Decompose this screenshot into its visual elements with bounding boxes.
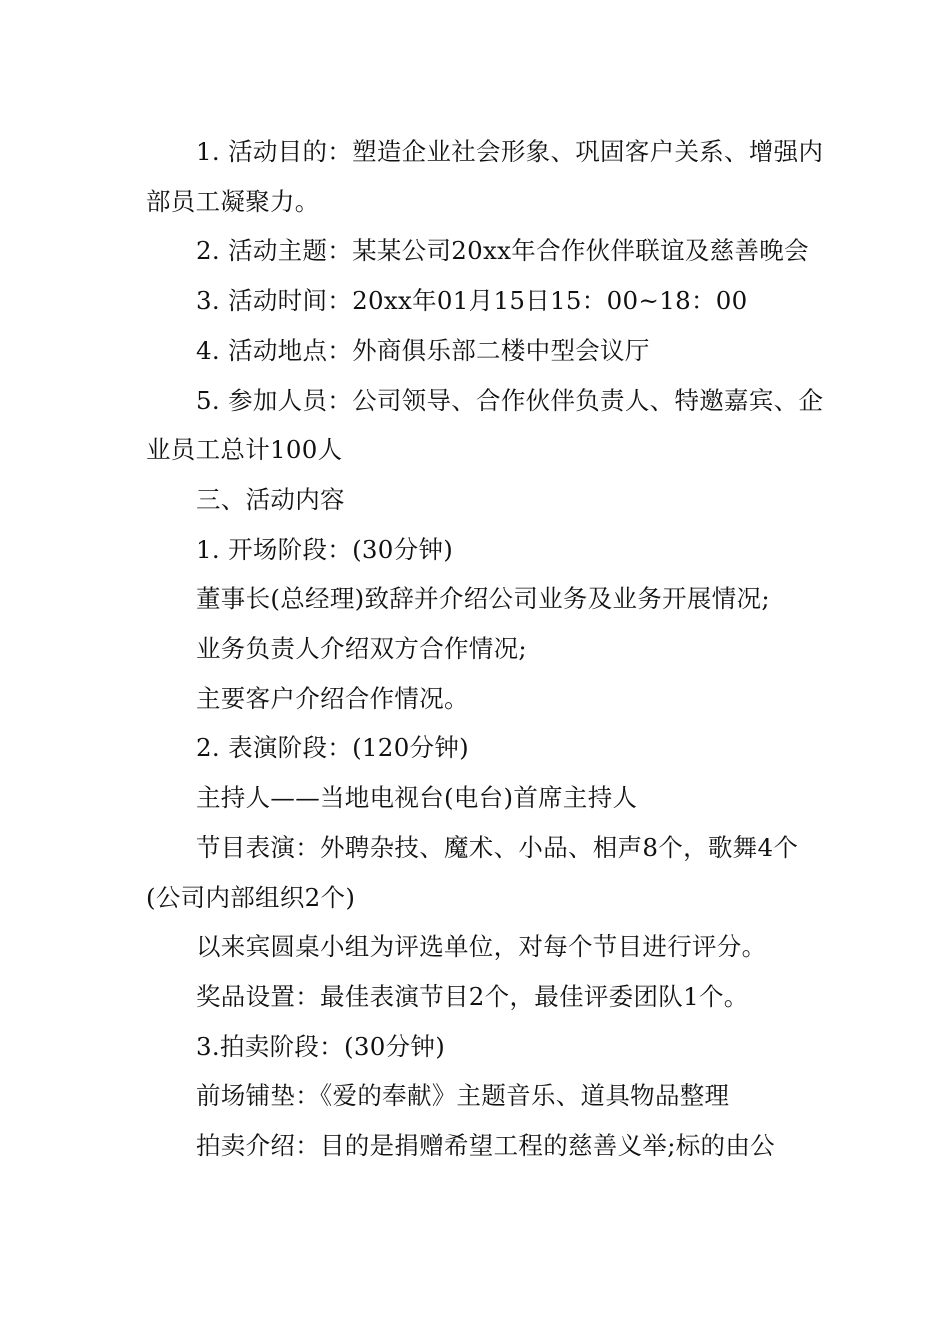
paragraph-chairman-speech: 董事长(总经理)致辞并介绍公司业务及业务开展情况; (196, 584, 770, 614)
paragraph-business-lead: 业务负责人介绍双方合作情况; (196, 634, 527, 664)
document-body (146, 127, 826, 1171)
paragraph-scoring: 以来宾圆桌小组为评选单位，对每个节目进行评分。 (196, 932, 767, 962)
paragraph-prizes: 奖品设置：最佳表演节目2个，最佳评委团队1个。 (196, 981, 749, 1011)
paragraph-theme: 2. 活动主题：某某公司20xx年合作伙伴联谊及慈善晚会 (196, 236, 809, 266)
paragraph-opening-stage: 1. 开场阶段：(30分钟) (196, 534, 454, 564)
paragraph-main-client: 主要客户介绍合作情况。 (196, 683, 469, 713)
paragraph-performance-stage: 2. 表演阶段：(120分钟) (196, 733, 470, 763)
paragraph-host: 主持人——当地电视台(电台)首席主持人 (196, 783, 638, 813)
paragraph-program: 节目表演：外聘杂技、魔术、小品、相声8个，歌舞4个(公司内部组织2个) (146, 832, 799, 912)
paragraph-time: 3. 活动时间：20xx年01月15日15：00~18：00 (196, 286, 748, 316)
paragraph-setup: 前场铺垫：《爱的奉献》主题音乐、道具物品整理 (196, 1081, 730, 1111)
paragraph-purpose: 1. 活动目的：塑造企业社会形象、巩固客户关系、增强内部员工凝聚力。 (146, 137, 824, 216)
section-heading-activity-content: 三、活动内容 (196, 484, 345, 514)
paragraph-participants: 5. 参加人员：公司领导、合作伙伴负责人、特邀嘉宾、企业员工总计100人 (146, 385, 824, 465)
paragraph-location: 4. 活动地点：外商俱乐部二楼中型会议厅 (196, 335, 650, 365)
paragraph-auction-stage: 3.拍卖阶段：(30分钟) (196, 1031, 446, 1061)
paragraph-auction-intro: 拍卖介绍：目的是捐赠希望工程的慈善义举;标的由公 (196, 1131, 775, 1161)
